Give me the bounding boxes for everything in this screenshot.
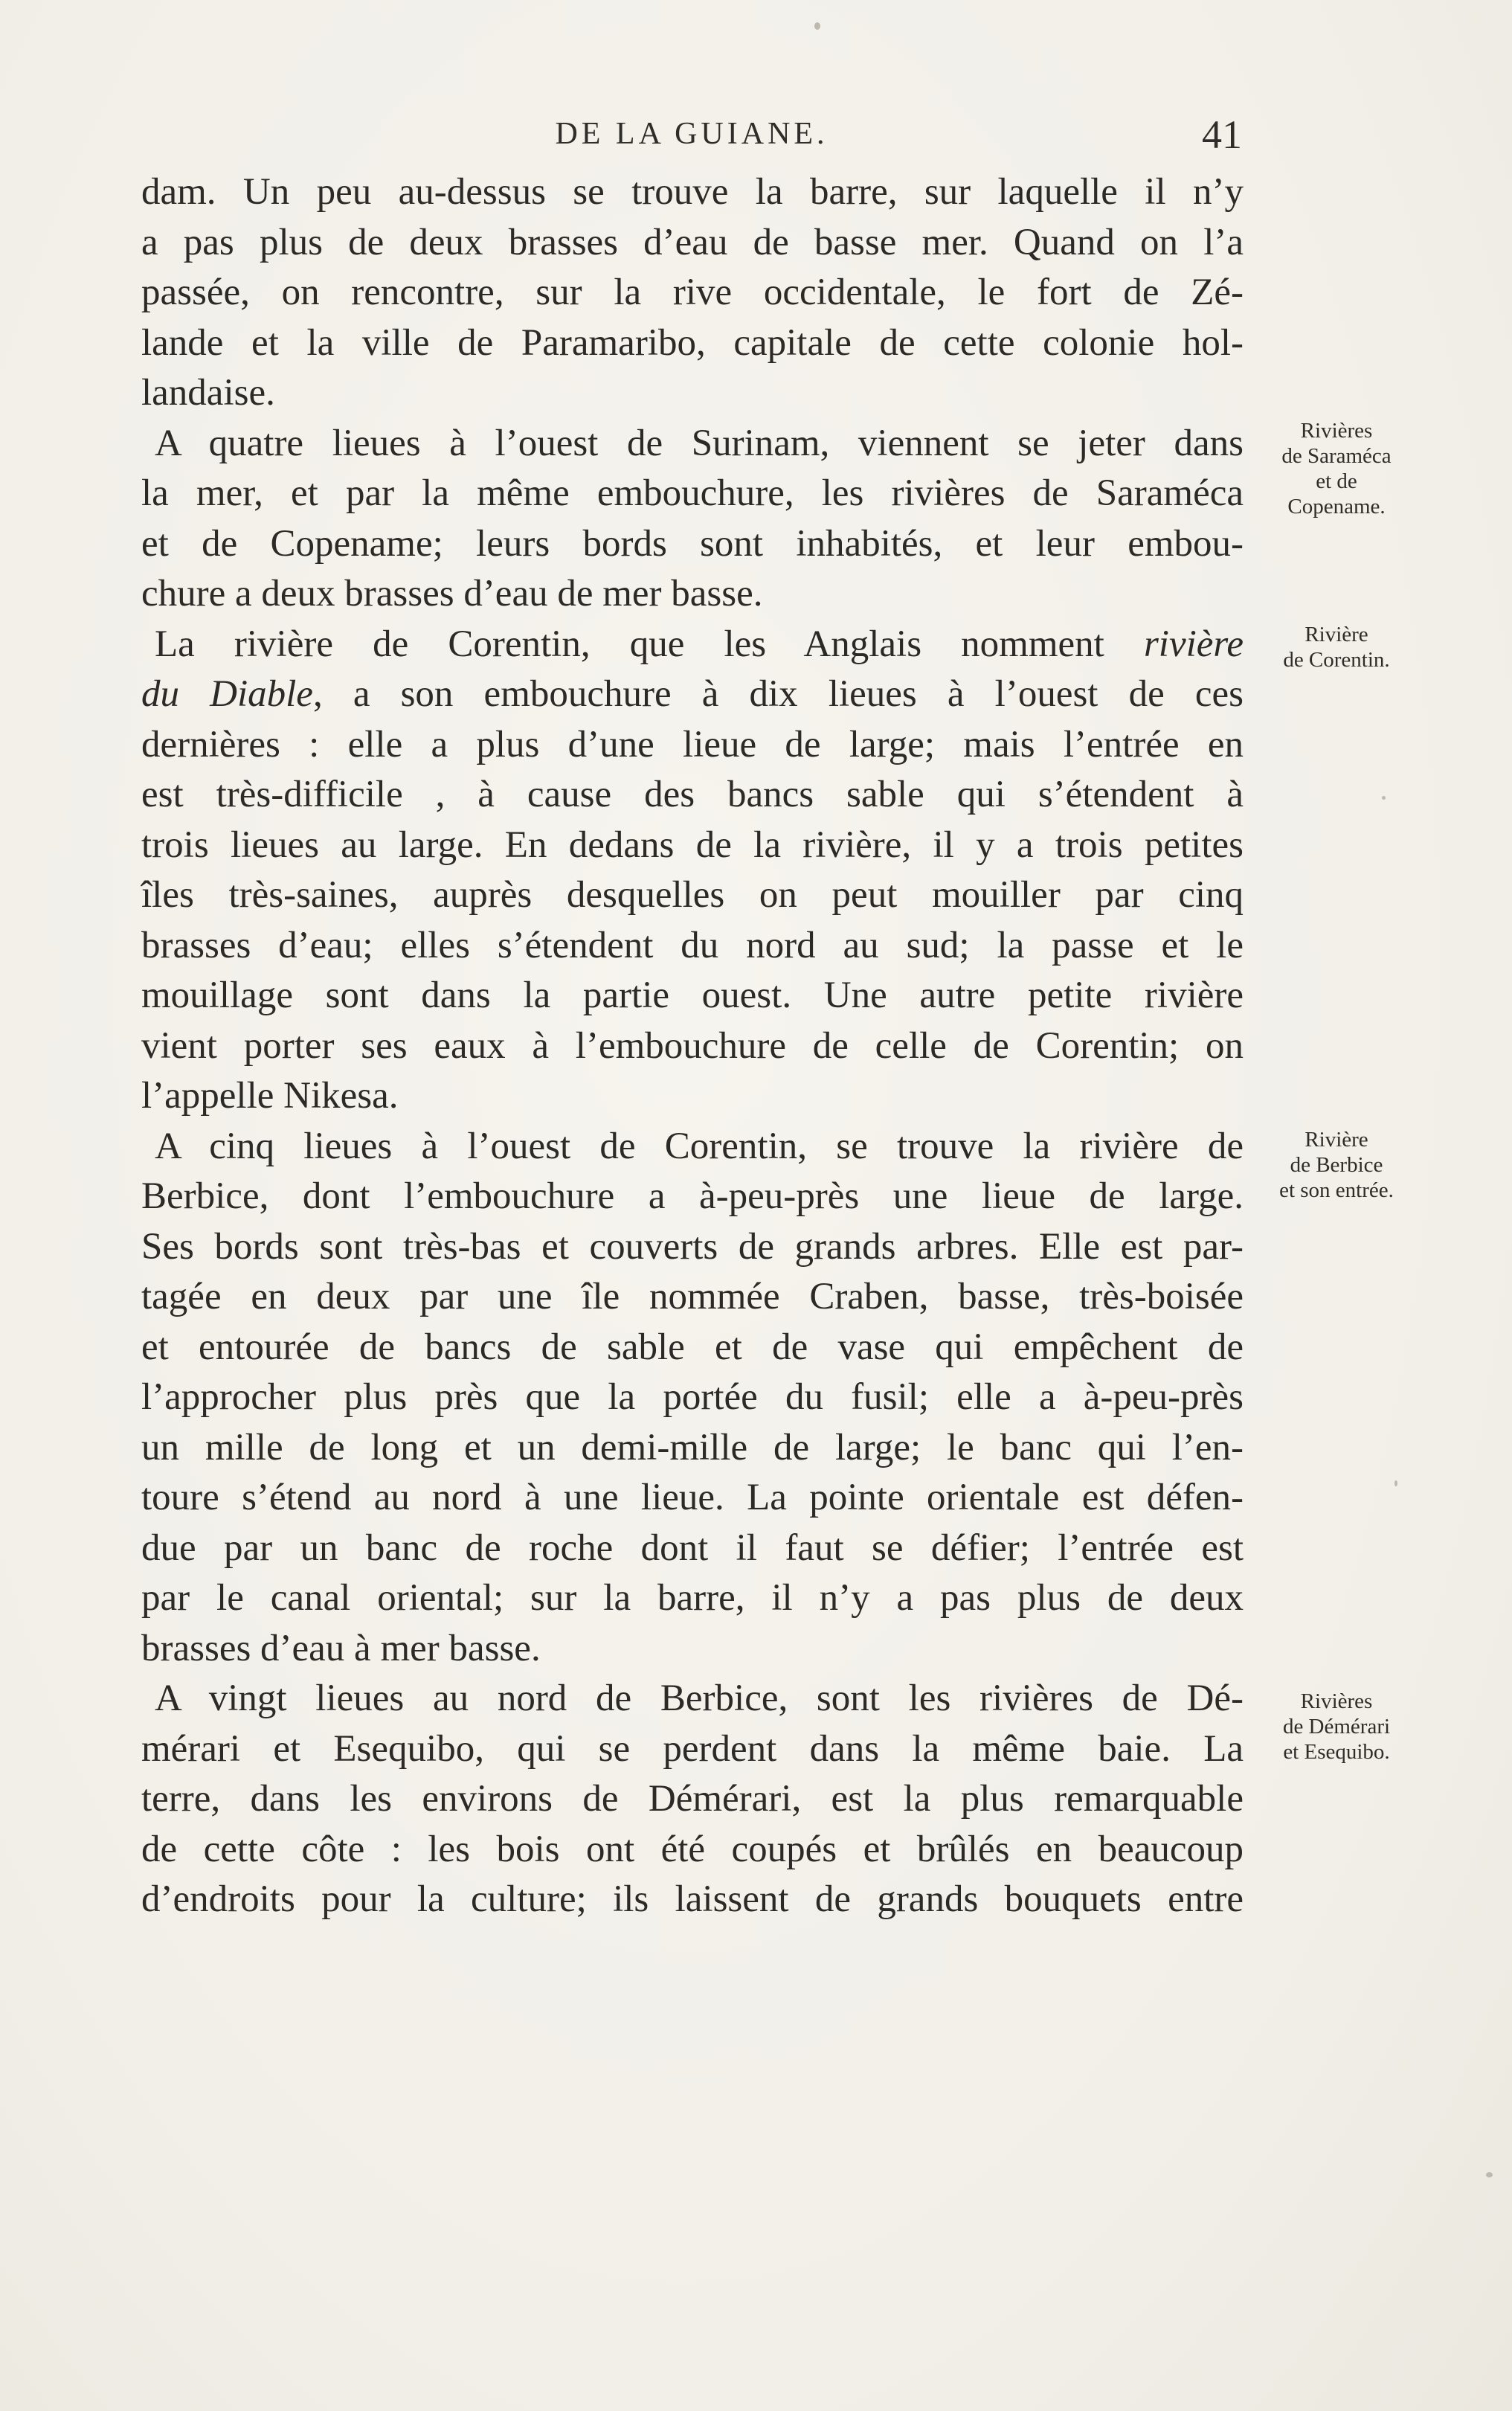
text-line — [141, 1423, 1244, 1474]
text-line — [141, 1624, 1244, 1675]
text-segment: mouillage sont dans la partie ouest. Une autre petite rivière — [141, 975, 1244, 1016]
text-line — [141, 1222, 1244, 1273]
text-segment: toure s’étend au nord à une lieue. La pointe orientale est défen- — [141, 1477, 1244, 1518]
margin-note-line: de Démérari — [1282, 1715, 1391, 1739]
text-line — [141, 1122, 1244, 1172]
margin-note-line: Rivières — [1300, 419, 1373, 443]
text-segment: Ses bords sont très-bas et couverts de grands arbres. Elle est par- — [141, 1225, 1244, 1268]
paper-speck — [814, 22, 820, 30]
text-line — [141, 870, 1244, 921]
text-line — [141, 469, 1244, 519]
text-line — [141, 1774, 1244, 1825]
paper-speck — [1394, 1480, 1397, 1486]
text-segment: un mille de long et un demi-mille de large; le banc qui l’en- — [141, 1426, 1244, 1468]
text-segment: landaise. — [141, 372, 275, 414]
text-segment: la mer, et par la même embouchure, les rivières de Saraméca — [141, 472, 1244, 514]
text-segment: est très-difficile , à cause des bancs sable qui s’étendent à — [141, 774, 1244, 815]
margin-note-line: et de — [1316, 469, 1357, 493]
text-segment: l’approcher plus près que la portée du fusil; elle a à-peu-près — [141, 1376, 1244, 1418]
text-segment: et de Copename; leurs bords sont inhabités, et leur embou- — [141, 522, 1244, 565]
paper-speck — [1382, 796, 1386, 800]
text-line — [141, 1573, 1244, 1624]
italic-segment: rivière — [1143, 623, 1244, 665]
text-line — [141, 569, 1244, 620]
text-segment: de cette côte : les bois ont été coupés et brûlés en beaucoup — [141, 1828, 1244, 1870]
text-segment: La rivière de Corentin, que les Anglais nomment — [155, 623, 1144, 665]
margin-note-line: Copename. — [1287, 495, 1386, 519]
margin-note-rivieres-demerari — [1251, 1689, 1422, 1765]
margin-note-line: de Berbice — [1290, 1153, 1383, 1177]
text-line — [141, 1071, 1244, 1122]
text-line — [141, 218, 1244, 269]
text-line — [141, 670, 1244, 720]
margin-note-riviere-berbice — [1251, 1127, 1422, 1203]
text-segment: îles très-saines, auprès desquelles on peut mouiller par cinq — [141, 874, 1244, 916]
margin-note-line: de Saraméca — [1281, 444, 1392, 468]
text-segment: dernières : elle a plus d’une lieue de large; mais l’entrée en — [141, 723, 1244, 765]
text-segment: A vingt lieues au nord de Berbice, sont les rivières de Dé- — [155, 1678, 1244, 1719]
text-line — [141, 720, 1244, 771]
text-line — [141, 770, 1244, 821]
text-segment: Berbice, dont l’embouchure a à-peu-près une lieue de large. — [141, 1175, 1244, 1217]
text-line — [141, 620, 1244, 670]
text-segment: due par un banc de roche dont il faut se défier; l’entrée est — [141, 1526, 1244, 1569]
text-line — [141, 1724, 1244, 1775]
text-segment: lande et la ville de Paramaribo, capitale de cette colonie hol- — [141, 321, 1244, 364]
margin-note-line: Rivière — [1304, 1128, 1368, 1152]
margin-note-rivieres-sarameca — [1251, 418, 1422, 519]
text-line — [141, 368, 1244, 419]
paper-speck — [1486, 2172, 1493, 2177]
text-line — [141, 419, 1244, 469]
text-segment: a pas plus de deux brasses d’eau de basse mer. Quand on l’a — [141, 221, 1244, 263]
text-line — [141, 1875, 1244, 1925]
text-segment: terre, dans les environs de Démérari, est la plus remarquable — [141, 1778, 1244, 1820]
text-line — [141, 519, 1244, 570]
text-segment: tagée en deux par une île nommée Craben, basse, très-boisée — [141, 1276, 1244, 1317]
text-segment: A quatre lieues à l’ouest de Surinam, viennent se jeter dans — [155, 422, 1244, 464]
text-line — [141, 1272, 1244, 1323]
text-segment: l’appelle Nikesa. — [141, 1075, 399, 1117]
text-segment: brasses d’eau; elles s’étendent du nord au sud; la passe et le — [141, 924, 1244, 966]
text-segment: brasses d’eau à mer basse. — [141, 1627, 541, 1669]
margin-note-line: Rivières — [1300, 1689, 1373, 1713]
margin-note-riviere-corentin — [1251, 622, 1422, 672]
text-segment: A cinq lieues à l’ouest de Corentin, se trouve la rivière de — [155, 1125, 1244, 1167]
text-line — [141, 1524, 1244, 1574]
margin-note-line: de Corentin. — [1283, 648, 1390, 672]
margin-note-line: Rivière — [1304, 623, 1368, 646]
text-segment: mérari et Esequibo, qui se perdent dans la même baie. La — [141, 1727, 1244, 1770]
text-segment: passée, on rencontre, sur la rive occidentale, le fort de Zé- — [141, 272, 1244, 313]
text-line — [141, 921, 1244, 972]
text-segment: , a son embouchure à dix lieues à l’ouest de ces — [312, 673, 1244, 715]
text-line — [141, 1825, 1244, 1875]
running-head — [141, 112, 1242, 164]
text-segment: trois lieues au large. En dedans de la rivière, il y a trois petites — [141, 824, 1244, 866]
text-segment: et entourée de bancs de sable et de vase qui empêchent de — [141, 1326, 1244, 1368]
text-segment: dam. Un peu au-dessus se trouve la barre, sur laquelle il n’y — [141, 171, 1244, 213]
page-number: 41 — [1202, 112, 1242, 157]
margin-note-line: et Esequibo. — [1283, 1740, 1390, 1764]
text-line — [141, 971, 1244, 1021]
text-line — [141, 1473, 1244, 1524]
text-line — [141, 1323, 1244, 1373]
text-line — [141, 318, 1244, 369]
running-title: DE LA GUIANE. — [555, 117, 829, 151]
margin-note-line: et son entrée. — [1279, 1178, 1394, 1202]
text-line — [141, 821, 1244, 871]
text-segment: vient porter ses eaux à l’embouchure de celle de Corentin; on — [141, 1024, 1244, 1067]
text-segment: par le canal oriental; sur la barre, il n’y a pas plus de deux — [141, 1577, 1244, 1619]
text-line — [141, 1373, 1244, 1423]
text-line — [141, 1021, 1244, 1072]
text-line — [141, 268, 1244, 318]
text-line — [141, 1172, 1244, 1222]
text-line — [141, 1674, 1244, 1724]
text-line — [141, 167, 1244, 218]
italic-segment: du Diable — [141, 673, 313, 715]
body-text — [141, 167, 1244, 1925]
text-segment: chure a deux brasses d’eau de mer basse. — [141, 573, 763, 614]
text-segment: d’endroits pour la culture; ils laissent de grands bouquets entre — [141, 1878, 1244, 1920]
